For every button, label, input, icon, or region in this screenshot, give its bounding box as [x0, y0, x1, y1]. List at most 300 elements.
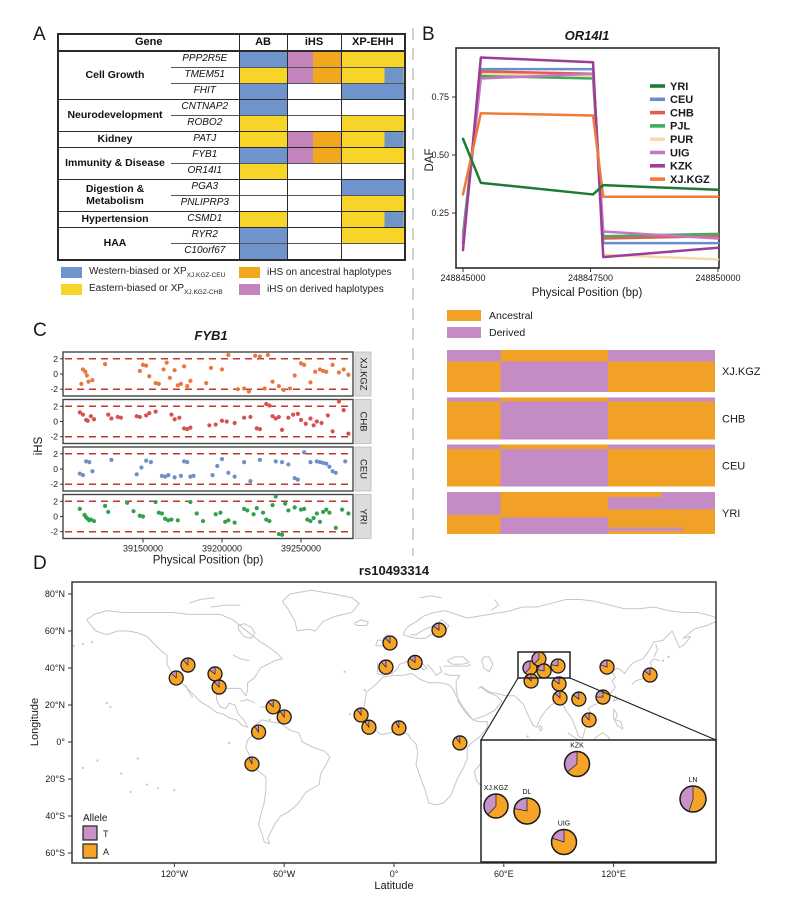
data-point-YRI — [267, 519, 271, 523]
data-point-CEU — [286, 462, 290, 466]
data-point-XJ.KGZ — [342, 367, 346, 371]
legend-swatch-blue — [61, 267, 82, 278]
island-speck — [82, 643, 84, 645]
legend-label-UIG: UIG — [670, 147, 690, 160]
ab-signal-cell — [239, 212, 287, 228]
ab-signal-cell — [239, 148, 287, 164]
hap-cell-CEU — [608, 449, 715, 486]
y-tick-label: 20°N — [44, 700, 65, 710]
legend-label: Eastern-biased or $XP_{XJ.KGZ-CHB}$ — [89, 283, 223, 296]
ab-signal-cell — [239, 84, 287, 100]
island-speck — [73, 645, 75, 647]
legend-label-subscript: XJ.KGZ-CHB — [184, 289, 223, 296]
data-point-XJ.KGZ — [204, 381, 208, 385]
table-row — [58, 148, 405, 164]
y-tick-label: 40°S — [45, 811, 65, 821]
legend-swatch-yellow — [61, 284, 82, 295]
allele-swatch-T — [83, 826, 97, 840]
coastline — [211, 605, 240, 607]
x-tick-label: 120°W — [160, 869, 188, 879]
hap-cell-YRI — [608, 492, 662, 497]
ab-signal-cell — [239, 132, 287, 148]
y-tick-label: 2 — [53, 496, 58, 507]
data-point-CEU — [302, 450, 306, 454]
data-point-CEU — [296, 478, 300, 482]
data-point-CEU — [226, 471, 230, 475]
ihs-signal-cell — [287, 228, 341, 244]
hap-cell-CHB — [608, 402, 715, 440]
data-point-CEU — [324, 462, 328, 466]
y-tick-label: -2 — [50, 526, 58, 537]
data-point-CEU — [149, 460, 153, 464]
data-point-CHB — [308, 416, 312, 420]
coastline — [420, 596, 442, 598]
hap-cell-YRI — [608, 518, 715, 528]
hap-cell-YRI — [447, 497, 501, 510]
inset-pie-label-UIG: UIG — [557, 820, 571, 828]
data-point-CEU — [274, 459, 278, 463]
data-point-XJ.KGZ — [138, 369, 142, 373]
hap-cell-YRI — [501, 492, 608, 497]
column-header: AB — [239, 34, 287, 51]
data-point-CHB — [169, 413, 173, 417]
legend-label-YRI: YRI — [670, 80, 689, 93]
map-title: rs10493314 — [358, 563, 430, 578]
island-speck — [268, 719, 270, 721]
data-point-XJ.KGZ — [331, 363, 335, 367]
xp-signal-cell — [341, 244, 405, 261]
data-point-CHB — [291, 413, 295, 417]
ihs-title: FYB1 — [194, 328, 228, 343]
data-point-CEU — [334, 471, 338, 475]
island-speck — [526, 735, 528, 737]
coastline — [491, 600, 498, 611]
xp-signal-cell — [341, 132, 405, 148]
data-point-CEU — [215, 464, 219, 468]
hap-cell-CEU — [447, 445, 501, 450]
data-point-XJ.KGZ — [288, 386, 292, 390]
data-point-XJ.KGZ — [209, 366, 213, 370]
allele-label-A: A — [103, 847, 110, 857]
island-speck — [662, 660, 664, 662]
data-point-CEU — [185, 460, 189, 464]
data-point-CHB — [119, 416, 123, 420]
ihs-signal-cell — [287, 68, 341, 84]
hap-block-label-XJ.KGZ: XJ.KGZ — [722, 366, 761, 378]
data-point-YRI — [302, 507, 306, 511]
map-ylabel: Longitude — [29, 697, 41, 747]
hap-block-label-CHB: CHB — [722, 413, 746, 426]
data-point-YRI — [324, 508, 328, 512]
data-point-YRI — [245, 508, 249, 512]
y-tick-label: 2 — [53, 401, 58, 412]
hap-cell-YRI — [608, 528, 683, 531]
category-cell: Neurodevelopment — [58, 100, 171, 132]
ihs-signal-cell — [287, 244, 341, 261]
daf-title: OR14I1 — [564, 28, 610, 43]
y-tick-label: 0.50 — [431, 150, 449, 160]
hap-cell-CEU — [447, 449, 501, 486]
ihs-signal-cell — [287, 51, 341, 68]
island-speck — [228, 742, 230, 744]
hap-cell-CHB — [447, 398, 501, 402]
category-cell: Digestion & Metabolism — [58, 180, 171, 212]
x-tick-label: 248847500 — [567, 273, 614, 283]
data-point-CHB — [286, 416, 290, 420]
data-point-XJ.KGZ — [308, 380, 312, 384]
hap-cell-YRI — [447, 531, 501, 534]
hap-cell-YRI — [683, 528, 715, 531]
panel-d-label: D — [33, 553, 47, 574]
daf-line-chart — [424, 28, 741, 299]
data-point-XJ.KGZ — [179, 382, 183, 386]
island-speck — [129, 791, 131, 793]
data-point-YRI — [214, 512, 218, 516]
category-cell: Kidney — [58, 132, 171, 148]
category-cell: Immunity & Disease — [58, 148, 171, 180]
data-point-XJ.KGZ — [157, 382, 161, 386]
data-point-CHB — [319, 421, 323, 425]
data-point-YRI — [280, 533, 284, 537]
zoom-connector-left — [481, 678, 518, 740]
data-point-YRI — [261, 511, 265, 515]
ab-signal-cell — [239, 196, 287, 212]
coastline — [456, 675, 460, 690]
island-speck — [667, 656, 669, 658]
column-header: iHS — [287, 34, 341, 51]
hap-cell-YRI — [501, 518, 608, 528]
table-row — [58, 228, 405, 244]
data-point-XJ.KGZ — [282, 388, 286, 392]
hap-cell-XJ.KGZ — [501, 361, 608, 392]
data-point-XJ.KGZ — [147, 374, 151, 378]
data-point-XJ.KGZ — [182, 364, 186, 368]
xp-signal-cell — [341, 196, 405, 212]
xp-signal-cell — [341, 68, 405, 84]
data-point-XJ.KGZ — [258, 354, 262, 358]
data-point-CEU — [327, 465, 331, 469]
data-point-YRI — [176, 518, 180, 522]
data-point-YRI — [188, 500, 192, 504]
data-point-YRI — [125, 501, 129, 505]
legend-label: iHS on derived haplotypes — [267, 284, 384, 295]
legend-label-CHB: CHB — [670, 107, 694, 120]
hap-cell-CHB — [501, 398, 608, 402]
table-row — [58, 100, 405, 116]
panel-a-label: A — [33, 24, 46, 45]
data-point-XJ.KGZ — [83, 370, 87, 374]
island-speck — [173, 789, 175, 791]
xp-signal-cell — [341, 164, 405, 180]
island-speck — [82, 767, 84, 769]
coastline — [354, 620, 369, 626]
data-point-XJ.KGZ — [85, 373, 89, 377]
column-header: XP-EHH — [341, 34, 405, 51]
data-point-XJ.KGZ — [337, 370, 341, 374]
coastline — [443, 674, 460, 676]
daf-ylabel: DAF — [424, 148, 436, 172]
data-point-YRI — [195, 511, 199, 515]
data-point-CHB — [138, 415, 142, 419]
x-tick-label: 248845000 — [440, 273, 486, 283]
data-point-CEU — [280, 460, 284, 464]
ab-signal-cell — [239, 100, 287, 116]
column-header: Gene — [58, 34, 239, 51]
coastline — [282, 590, 359, 631]
hap-cell-YRI — [661, 492, 715, 497]
data-point-XJ.KGZ — [188, 379, 192, 383]
zoom-connector-right — [570, 678, 716, 740]
data-point-CHB — [225, 419, 229, 423]
xp-signal-cell — [341, 100, 405, 116]
data-point-CEU — [258, 458, 262, 462]
y-tick-label: 80°N — [44, 589, 65, 599]
ab-signal-cell — [239, 116, 287, 132]
data-point-CEU — [343, 459, 347, 463]
ihs-scatter-chart — [33, 328, 371, 567]
island-speck — [106, 702, 108, 704]
gene-cell: PATJ — [171, 132, 239, 148]
ab-signal-cell — [239, 244, 287, 261]
gene-cell: PNLIPRP3 — [171, 196, 239, 212]
data-point-CEU — [173, 475, 177, 479]
data-point-CHB — [89, 414, 93, 418]
data-point-YRI — [92, 519, 96, 523]
ihs-signal-cell — [287, 196, 341, 212]
data-point-XJ.KGZ — [346, 373, 350, 377]
legend-label: Western-biased or $XP_{XJ.KGZ-CEU}$ — [89, 266, 226, 279]
data-point-XJ.KGZ — [173, 368, 177, 372]
xp-signal-cell — [341, 212, 405, 228]
data-point-XJ.KGZ — [236, 387, 240, 391]
island-speck — [109, 706, 111, 708]
xp-signal-cell — [341, 148, 405, 164]
data-point-CHB — [106, 413, 110, 417]
hap-cell-CHB — [501, 402, 608, 440]
gene-cell: C10orf67 — [171, 244, 239, 261]
gene-table — [57, 33, 406, 261]
coastline — [233, 655, 249, 661]
data-point-YRI — [334, 526, 338, 530]
coastline — [185, 685, 192, 698]
allele-label-T: T — [103, 829, 109, 839]
data-point-CEU — [109, 458, 113, 462]
hap-cell-CEU — [501, 449, 608, 486]
data-point-CEU — [144, 459, 148, 463]
data-point-XJ.KGZ — [185, 384, 189, 388]
xp-signal-cell — [341, 116, 405, 132]
island-speck — [146, 783, 148, 785]
y-tick-label: 0 — [53, 369, 58, 379]
island-speck — [720, 647, 722, 649]
hap-cell-YRI — [501, 528, 608, 531]
gene-cell: CSMD1 — [171, 212, 239, 228]
data-point-CEU — [242, 460, 246, 464]
facet-strip-label: XJ.KGZ — [357, 357, 369, 391]
x-tick-label: 39150000 — [122, 543, 164, 554]
y-tick-label: -2 — [50, 431, 58, 442]
data-point-CHB — [258, 427, 262, 431]
y-tick-label: 0.75 — [431, 92, 449, 102]
hap-cell-XJ.KGZ — [608, 350, 715, 361]
gene-cell: PGA3 — [171, 180, 239, 196]
gene-table-legend — [61, 264, 407, 298]
island-speck — [349, 713, 351, 715]
hap-cell-XJ.KGZ — [608, 361, 715, 392]
hap-block-label-CEU: CEU — [722, 460, 746, 473]
data-point-CEU — [135, 472, 139, 476]
legend-swatch-orange — [239, 267, 260, 278]
data-point-CHB — [248, 415, 252, 419]
ihs-signal-cell — [287, 148, 341, 164]
data-point-CHB — [312, 423, 316, 427]
coastline — [240, 700, 255, 704]
data-point-YRI — [233, 520, 237, 524]
hap-legend-swatch-Ancestral — [447, 310, 481, 321]
hap-legend-label: Derived — [489, 327, 526, 339]
y-tick-label: 0° — [56, 737, 65, 747]
panel-b-label: B — [422, 24, 435, 45]
data-point-CHB — [267, 403, 271, 407]
data-point-YRI — [286, 508, 290, 512]
hap-cell-YRI — [608, 531, 715, 534]
data-point-YRI — [312, 516, 316, 520]
gene-cell: FHIT — [171, 84, 239, 100]
data-point-YRI — [318, 520, 322, 524]
data-point-YRI — [106, 510, 110, 514]
gene-summary-table — [57, 33, 406, 261]
data-point-CEU — [90, 469, 94, 473]
data-point-YRI — [103, 504, 107, 508]
legend-label-XJ.KGZ: XJ.KGZ — [670, 173, 710, 186]
x-tick-label: 39250000 — [280, 543, 322, 554]
data-point-CHB — [346, 432, 350, 436]
x-tick-label: 0° — [389, 869, 399, 879]
data-point-CHB — [242, 416, 246, 420]
data-point-CHB — [109, 416, 113, 420]
coastline — [539, 725, 543, 731]
coastline — [594, 733, 610, 740]
data-point-XJ.KGZ — [86, 380, 90, 384]
data-point-CEU — [139, 465, 143, 469]
coastline — [427, 664, 442, 675]
y-tick-label: 40°N — [44, 663, 65, 673]
legend-label-PUR: PUR — [670, 134, 694, 146]
data-point-XJ.KGZ — [90, 378, 94, 382]
hap-cell-YRI — [447, 528, 501, 531]
data-point-CEU — [81, 473, 85, 477]
hap-cell-YRI — [447, 515, 715, 518]
x-tick-label: 39200000 — [201, 543, 243, 554]
coastline — [482, 657, 493, 672]
data-point-YRI — [270, 503, 274, 507]
data-point-XJ.KGZ — [144, 364, 148, 368]
data-point-CEU — [220, 457, 224, 461]
ihs-signal-cell — [287, 164, 341, 180]
data-point-XJ.KGZ — [161, 367, 165, 371]
coastline — [654, 644, 658, 657]
data-point-CEU — [210, 473, 214, 477]
data-point-CHB — [280, 428, 284, 432]
hap-cell-CEU — [501, 445, 608, 450]
data-point-CHB — [177, 416, 181, 420]
data-point-YRI — [340, 508, 344, 512]
data-point-YRI — [255, 506, 259, 510]
facet-strip-label: CEU — [357, 458, 369, 480]
island-speck — [96, 759, 98, 761]
x-tick-label: 248850000 — [695, 273, 741, 283]
data-point-CHB — [342, 408, 346, 412]
data-point-CEU — [166, 473, 170, 477]
data-point-CHB — [207, 423, 211, 427]
ihs-signal-cell — [287, 100, 341, 116]
legend-item — [61, 266, 239, 279]
data-point-CHB — [326, 413, 330, 417]
legend-swatch-purple — [239, 284, 260, 295]
x-tick-label: 60°W — [273, 869, 296, 879]
legend-item — [239, 267, 407, 278]
ihs-signal-cell — [287, 84, 341, 100]
inset-pie-label-LN: LN — [688, 777, 698, 784]
data-point-XJ.KGZ — [263, 386, 267, 390]
y-tick-label: 60°S — [45, 848, 65, 858]
xp-signal-cell — [341, 228, 405, 244]
island-speck — [343, 671, 345, 673]
inset-pie-label-KZK: KZK — [570, 742, 584, 750]
table-row — [58, 51, 405, 68]
y-tick-label: 2 — [53, 448, 58, 459]
inset-pie-label-XJ.KGZ: XJ.KGZ — [483, 785, 509, 792]
ihs-signal-cell — [287, 132, 341, 148]
hap-cell-CHB — [608, 398, 715, 402]
hap-cell-XJ.KGZ — [501, 350, 608, 361]
gene-cell: PPP2R5E — [171, 51, 239, 68]
data-point-YRI — [274, 494, 278, 498]
allele-map-chart — [29, 563, 723, 892]
gene-cell: RYR2 — [171, 228, 239, 244]
data-point-CHB — [296, 412, 300, 416]
coastline — [456, 687, 502, 720]
island-speck — [91, 641, 93, 643]
legend-label-CEU: CEU — [670, 94, 694, 107]
table-row — [58, 180, 405, 196]
inset-pie-label-DL: DL — [522, 789, 532, 796]
data-point-CHB — [147, 411, 151, 415]
allele-legend-title: Allele — [83, 813, 108, 824]
ihs-signal-cell — [287, 116, 341, 132]
data-point-XJ.KGZ — [302, 363, 306, 367]
data-point-CHB — [154, 410, 158, 414]
panel-c-label: C — [33, 320, 47, 341]
island-speck — [120, 772, 122, 774]
data-point-CEU — [87, 460, 91, 464]
gene-cell: CNTNAP2 — [171, 100, 239, 116]
hap-cell-XJ.KGZ — [447, 350, 501, 361]
data-point-CEU — [308, 460, 312, 464]
data-point-YRI — [141, 514, 145, 518]
ab-signal-cell — [239, 51, 287, 68]
data-point-YRI — [78, 507, 82, 511]
y-tick-label: 0.25 — [431, 208, 449, 218]
data-point-CHB — [331, 429, 335, 433]
data-point-XJ.KGZ — [247, 389, 251, 393]
hap-cell-YRI — [447, 510, 501, 515]
island-speck — [157, 787, 159, 789]
gene-cell: TMEM51 — [171, 68, 239, 84]
gene-cell: ROBO2 — [171, 116, 239, 132]
hap-cell-YRI — [447, 518, 501, 528]
data-point-YRI — [218, 511, 222, 515]
